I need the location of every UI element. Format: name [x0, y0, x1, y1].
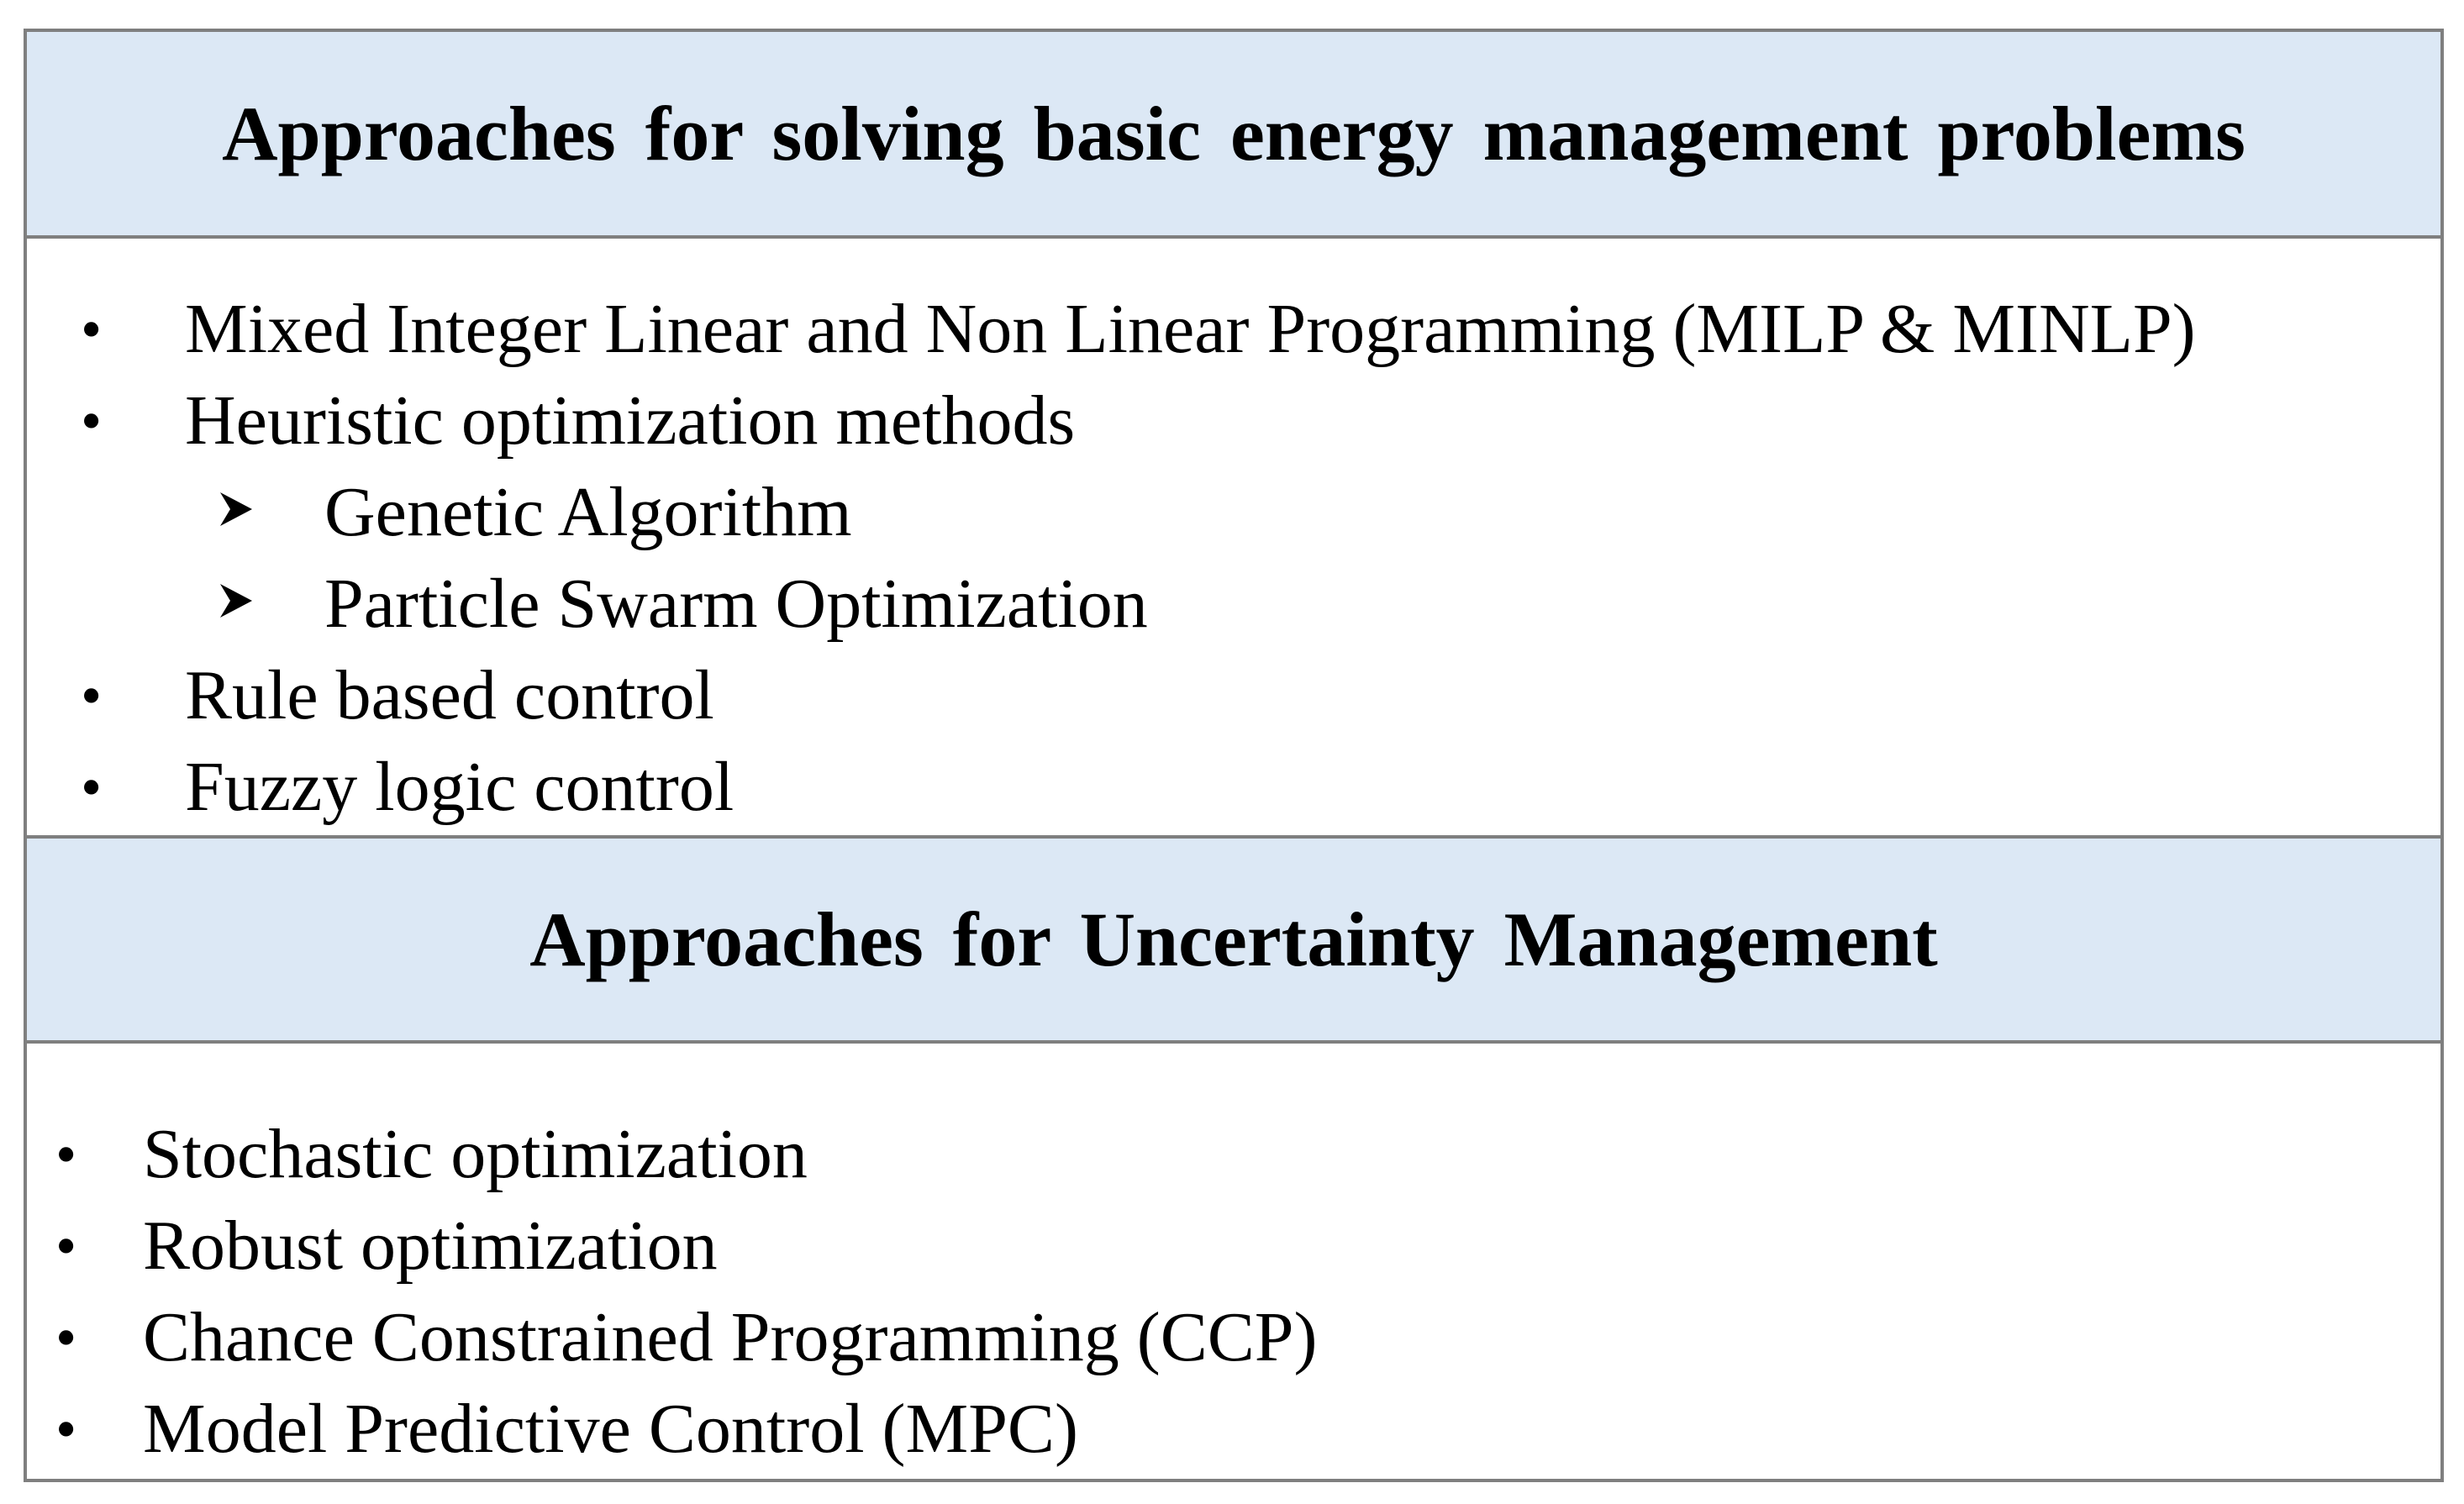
bullet-icon: •	[55, 1396, 77, 1463]
list-item-text: Fuzzy logic control	[185, 748, 734, 826]
section-title: Approaches for solving basic energy management problems	[222, 91, 2246, 176]
bullet-icon: •	[81, 296, 103, 363]
list-item-text: Rule based control	[185, 656, 714, 734]
section-header-uncertainty-management	[27, 835, 2440, 1044]
bullet-icon: •	[55, 1121, 77, 1188]
bullet-icon: •	[81, 754, 103, 821]
list-item-text: Model Predictive Control (MPC)	[143, 1390, 1078, 1468]
sub-list-item-text: Particle Swarm Optimization	[324, 565, 1148, 643]
section-header-energy-management	[27, 32, 2440, 239]
list-item-text: Robust optimization	[143, 1207, 718, 1285]
section-title: Approaches for Uncertainty Management	[529, 897, 1938, 982]
bullet-icon: •	[81, 662, 103, 729]
arrow-icon	[217, 581, 255, 621]
sub-list-item-text: Genetic Algorithm	[324, 473, 852, 551]
list-item-text: Chance Constrained Programming (CCP)	[143, 1298, 1318, 1376]
arrow-icon	[217, 489, 255, 529]
approaches-table	[24, 29, 2444, 1482]
bullet-icon: •	[55, 1212, 77, 1280]
bullet-icon: •	[55, 1304, 77, 1371]
list-item-text: Stochastic optimization	[143, 1115, 808, 1193]
bullet-icon: •	[81, 387, 103, 455]
list-item-text: Heuristic optimization methods	[185, 381, 1076, 460]
list-item-text: Mixed Integer Linear and Non Linear Programming (MILP & MINLP)	[185, 290, 2196, 368]
